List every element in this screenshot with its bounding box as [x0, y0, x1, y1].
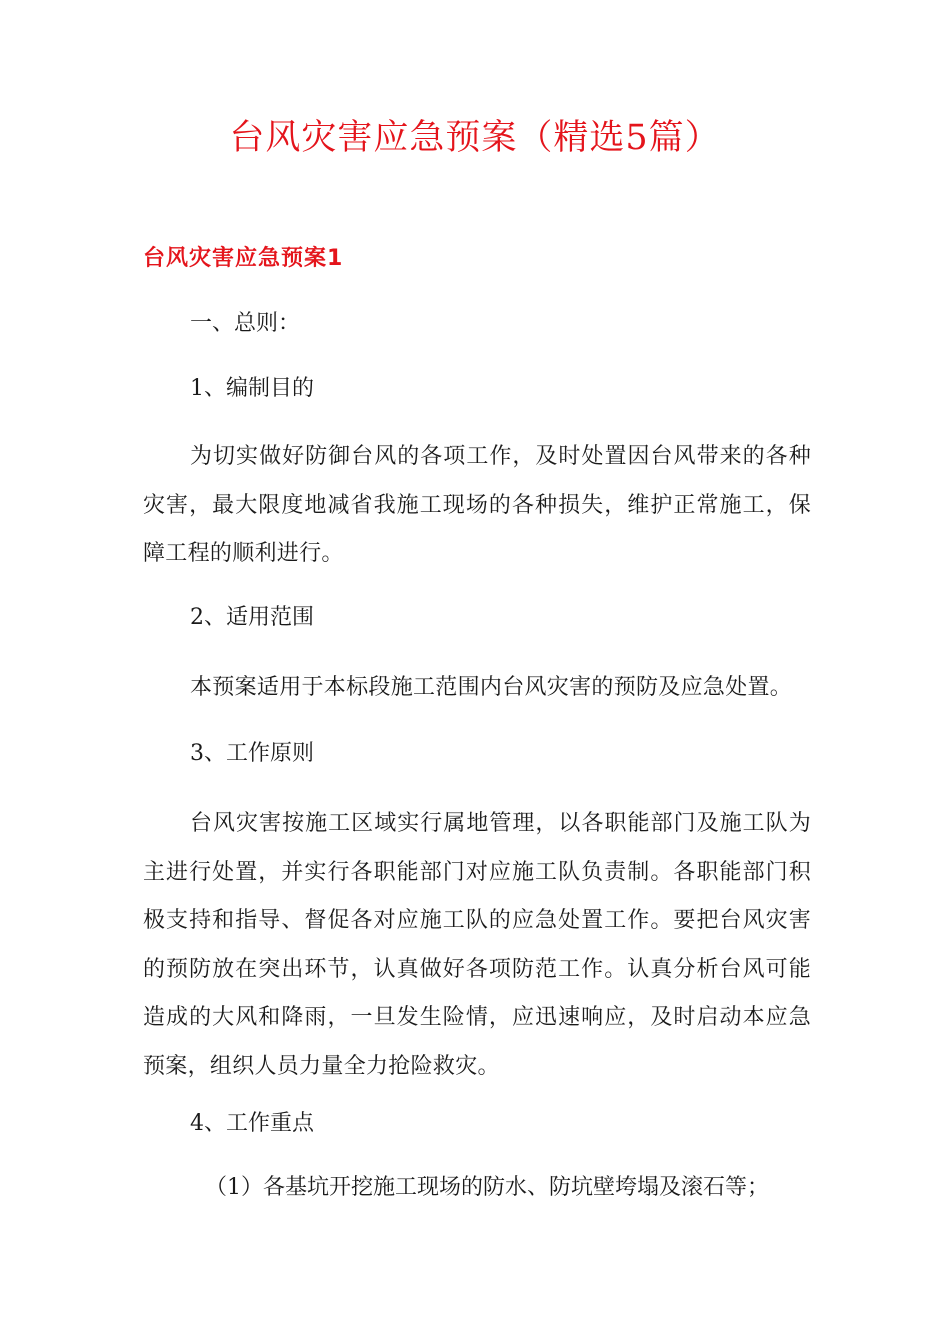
item2-paragraph: 本预案适用于本标段施工范围内台风灾害的预防及应急处置。 — [190, 675, 793, 700]
item3-heading: 3、工作原则 — [190, 741, 314, 766]
document-title: 台风灾害应急预案（精选5篇） — [229, 118, 721, 158]
item1-heading: 1、编制目的 — [190, 376, 314, 401]
item4-heading: 4、工作重点 — [190, 1111, 314, 1136]
item2-heading: 2、适用范围 — [190, 605, 314, 630]
item1-paragraph: 为切实做好防御台风的各项工作，及时处置因台风带来的各种灾害，最大限度地减省我施工现场的各种损失，维护正常施工，保障工程的顺利进行。 — [143, 444, 811, 566]
item4-sub1: （1）各基坑开挖施工现场的防水、防坑壁垮塌及滚石等； — [205, 1175, 769, 1200]
heading-general: 一、总则： — [190, 311, 301, 336]
item3-paragraph: 台风灾害按施工区域实行属地管理，以各职能部门及施工队为主进行处置，并实行各职能部门对应施工队负责制。各职能部门积极支持和指导、督促各对应施工队的应急处置工作。要把台风灾害的预防放在突出环节，认真做好各项防范工作。认真分析台风可能造成的大风和降雨，一旦发生险情，应迅速响应，及时启动本应急预案，组织人员力量全力抢险救灾。 — [143, 811, 811, 1079]
section-title: 台风灾害应急预案1 — [143, 246, 344, 271]
